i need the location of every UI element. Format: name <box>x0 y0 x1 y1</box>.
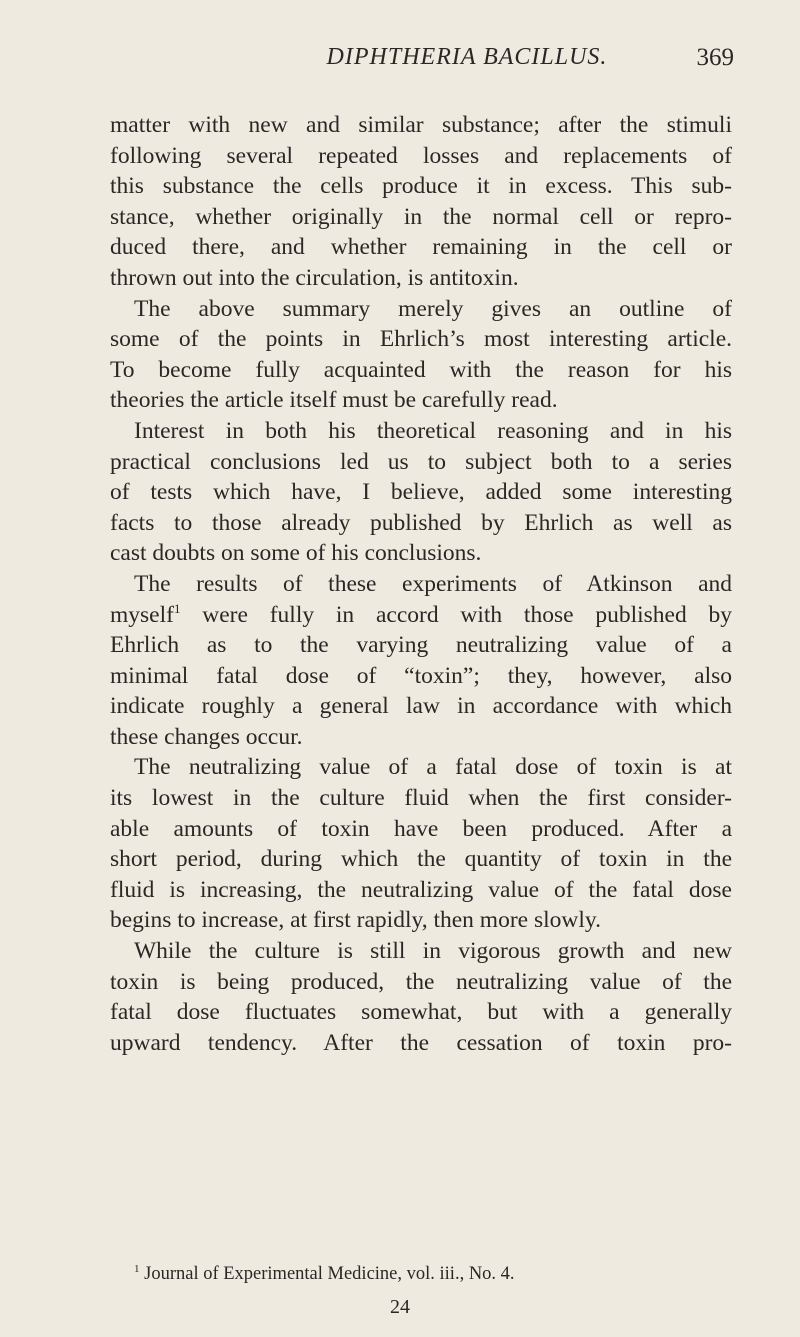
text-line: practical conclusions led us to subject both to a series <box>110 448 732 475</box>
text-line: these changes occur. <box>110 723 303 750</box>
text-line: fatal dose fluctuates somewhat, but with a generally <box>110 999 732 1026</box>
footnote-text: Journal of Experimental Medicine, vol. iii., No. 4. <box>144 1264 515 1284</box>
paragraph-start-line: The results of these experiments of Atkinson and <box>134 570 732 597</box>
text-line: upward tendency. After the cessation of toxin pro- <box>110 1029 732 1056</box>
footnote-marker: 1 <box>134 1263 140 1275</box>
text-line: duced there, and whether remaining in the cell or <box>110 234 732 261</box>
text-line: theories the article itself must be carefully read. <box>110 387 558 414</box>
footnote <box>134 1264 734 1285</box>
signature-mark: 24 <box>390 1296 410 1318</box>
running-head: DIPHTHERIA BACILLUS. <box>326 44 608 70</box>
page-number: 369 <box>696 44 734 71</box>
line-remainder: were fully in accord with those published by <box>202 601 732 628</box>
paragraph-start-line: Interest in both his theoretical reasoning and in his <box>134 417 732 444</box>
footnote-reference: 1 <box>173 600 181 616</box>
text-line: able amounts of toxin have been produced. After a <box>110 815 732 842</box>
text-line: begins to increase, at first rapidly, then more slowly. <box>110 907 601 934</box>
page-header <box>200 44 734 80</box>
text-line: stance, whether originally in the normal cell or repro- <box>110 203 732 230</box>
line-lead-word: myself <box>110 601 174 628</box>
paragraph-start-line: While the culture is still in vigorous growth and new <box>134 938 732 965</box>
body-text <box>110 110 732 1058</box>
text-line-with-footnote-ref <box>110 600 732 631</box>
text-line: this substance the cells produce it in excess. This sub- <box>110 173 732 200</box>
text-line: To become fully acquainted with the reason for his <box>110 356 732 383</box>
paragraph-start-line: The above summary merely gives an outline of <box>134 295 732 322</box>
paragraph-start-line: The neutralizing value of a fatal dose of toxin is at <box>134 754 732 781</box>
text-line: of tests which have, I believe, added some interesting <box>110 479 732 506</box>
text-line: cast doubts on some of his conclusions. <box>110 540 482 567</box>
text-line: minimal fatal dose of “toxin”; they, however, also <box>110 662 732 689</box>
text-line: Ehrlich as to the varying neutralizing value of a <box>110 632 732 659</box>
text-line: fluid is increasing, the neutralizing value of the fatal dose <box>110 876 732 903</box>
text-line: its lowest in the culture fluid when the first consider- <box>110 785 732 812</box>
text-line: matter with new and similar substance; after the stimuli <box>110 112 732 138</box>
text-line: thrown out into the circulation, is antitoxin. <box>110 264 519 291</box>
text-line: facts to those already published by Ehrlich as well as <box>110 509 732 536</box>
text-line: following several repeated losses and replacements of <box>110 142 732 169</box>
text-line: short period, during which the quantity of toxin in the <box>110 846 732 873</box>
text-line: indicate roughly a general law in accordance with which <box>110 693 732 720</box>
text-line: toxin is being produced, the neutralizing value of the <box>110 968 732 995</box>
text-line: some of the points in Ehrlich’s most interesting article. <box>110 326 732 353</box>
